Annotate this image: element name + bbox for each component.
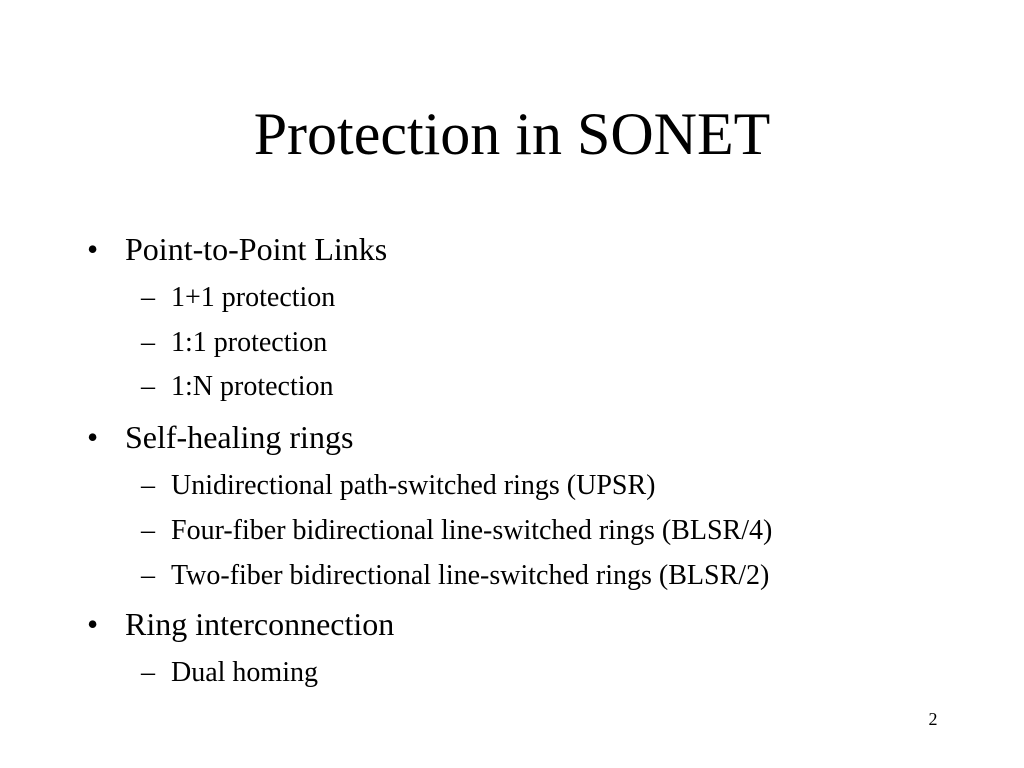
sub-bullet-label: Unidirectional path-switched rings (UPSR) <box>171 470 656 501</box>
bullet-label: Ring interconnection <box>125 606 395 642</box>
sub-bullet-1-to-n-protection <box>141 370 334 404</box>
sub-bullet-label: 1:N protection <box>171 371 334 402</box>
sub-bullet-label: Four-fiber bidirectional line-switched rings (BLSR/4) <box>171 515 773 546</box>
sub-bullet-label: Two-fiber bidirectional line-switched rings (BLSR/2) <box>171 560 770 591</box>
sub-bullet-label: 1+1 protection <box>171 282 336 313</box>
bullet-marker: • <box>87 606 99 642</box>
sub-bullet-1-to-1-protection <box>141 326 328 360</box>
sub-bullet-blsr-4 <box>141 514 773 548</box>
sub-bullet-marker: – <box>141 327 155 358</box>
sub-bullet-1-plus-1-protection <box>141 281 336 315</box>
sub-bullet-upsr <box>141 469 656 503</box>
slide-title: Protection in SONET <box>253 101 771 167</box>
bullet-label: Point-to-Point Links <box>125 231 388 267</box>
sub-bullet-label: 1:1 protection <box>171 327 328 358</box>
sub-bullet-marker: – <box>141 470 155 501</box>
sub-bullet-marker: – <box>141 515 155 546</box>
bullet-label: Self-healing rings <box>125 419 354 455</box>
sub-bullet-dual-homing <box>141 656 318 690</box>
bullet-marker: • <box>87 419 99 455</box>
sub-bullet-marker: – <box>141 560 155 591</box>
bullet-point-to-point-links <box>87 230 388 268</box>
sub-bullet-label: Dual homing <box>171 657 318 688</box>
sub-bullet-marker: – <box>141 282 155 313</box>
bullet-self-healing-rings <box>87 418 354 456</box>
sub-bullet-blsr-2 <box>141 559 770 593</box>
page-number: 2 <box>928 709 938 729</box>
sub-bullet-marker: – <box>141 657 155 688</box>
bullet-marker: • <box>87 231 99 267</box>
sub-bullet-marker: – <box>141 371 155 402</box>
bullet-ring-interconnection <box>87 605 395 643</box>
